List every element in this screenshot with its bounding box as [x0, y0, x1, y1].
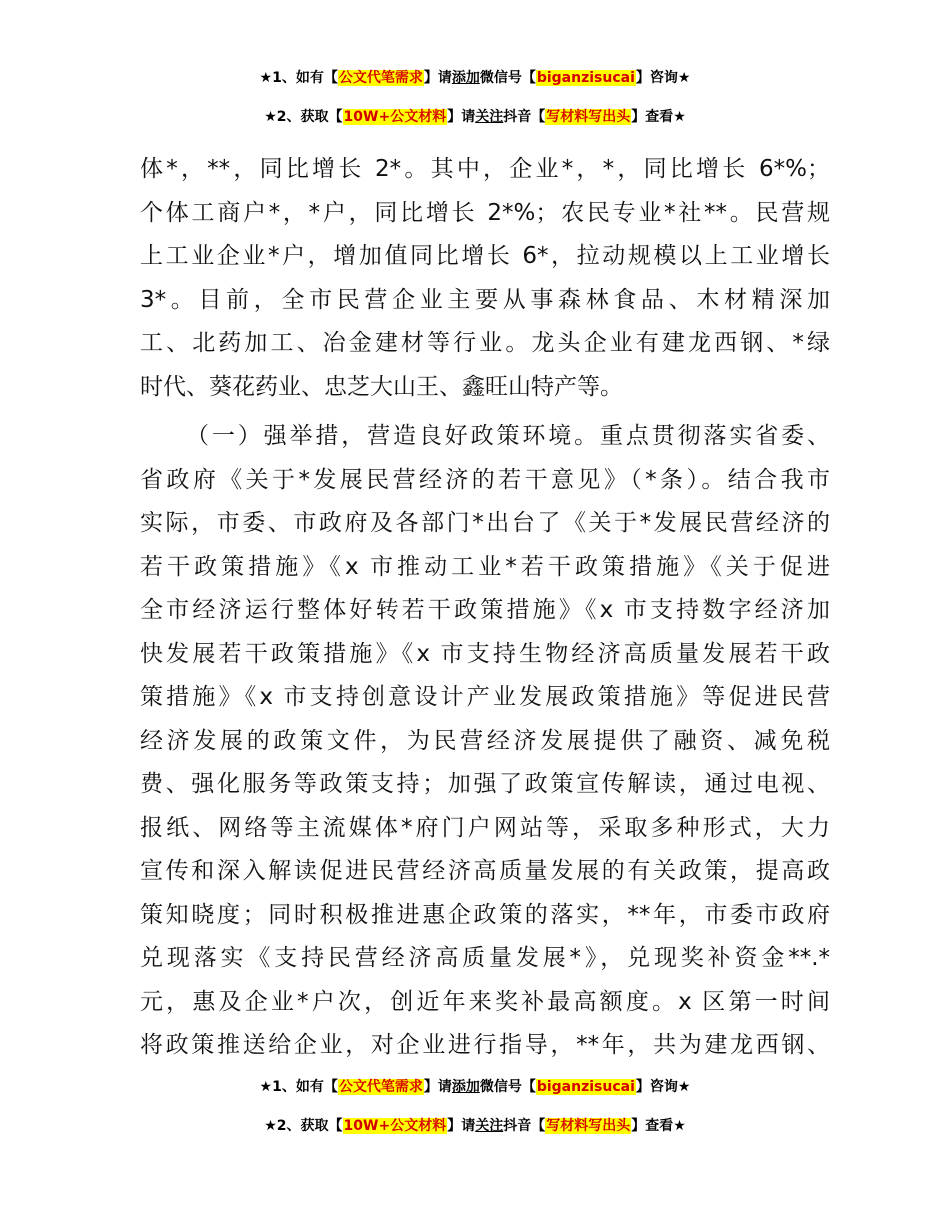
highlight-materials: 10W+公文材料 [343, 109, 447, 125]
star-icon: ★ [264, 1118, 277, 1134]
promo-banner-line-1 [0, 68, 950, 88]
text-line: 3*。目前，全市民营企业主要从事森林食品、木材精深加 [140, 286, 830, 313]
highlight-service: 公文代笔需求 [338, 1079, 423, 1095]
text-line: 全市经济运行整体好转若干政策措施》《x 市支持数字经济加 [140, 597, 830, 623]
highlight-douyin-account: 写材料写出头 [546, 109, 631, 125]
underlined-action: 添加 [451, 70, 480, 86]
banner-text: 】咨询 [635, 70, 678, 86]
text-line: （一）强举措，营造良好政策环境。重点贯彻落实省委、 [186, 423, 830, 449]
document-body [140, 148, 830, 1068]
text-line: 快发展若干政策措施》《x 市支持生物经济高质量发展若干政 [140, 640, 830, 667]
text-line: 实际，市委、市政府及各部门*出台了《关于*发展民营经济的 [140, 510, 830, 536]
text-line: 元，惠及企业*户次，创近年来奖补最高额度。x 区第一时间 [140, 988, 830, 1015]
banner-text: 】请 [423, 70, 452, 86]
highlight-service: 公文代笔需求 [338, 70, 423, 86]
highlight-materials: 10W+公文材料 [343, 1118, 447, 1134]
paragraph-overview [140, 148, 830, 409]
banner-text: 2、获取【 [276, 1118, 343, 1134]
star-icon: ★ [259, 70, 273, 86]
banner-text: 1、如有【 [272, 1079, 338, 1095]
text-line: 时代、葵花药业、忠芝大山王、鑫旺山特产等。 [140, 373, 623, 400]
text-line: 宣传和深入解读促进民营经济高质量发展的有关政策，提高政 [140, 858, 830, 884]
banner-text: 抖音【 [503, 109, 546, 125]
star-icon: ★ [259, 1079, 273, 1095]
banner-text: 】查看 [631, 109, 674, 125]
promo-banner-line-2-footer [0, 1116, 950, 1136]
star-icon: ★ [677, 1079, 691, 1095]
underlined-action: 添加 [451, 1079, 480, 1095]
text-line: 策知晓度；同时积极推进惠企政策的落实，**年，市委市政府 [140, 901, 830, 928]
text-line: 工、北药加工、冶金建材等行业。龙头企业有建龙西钢、*绿 [140, 330, 830, 356]
banner-text: 】请 [447, 109, 476, 125]
text-line: 体*，**，同比增长 2*。其中，企业*，*，同比增长 6*%； [140, 156, 830, 182]
star-icon: ★ [677, 70, 691, 86]
banner-text: 抖音【 [503, 1118, 546, 1134]
text-line: 兑现落实《支持民营经济高质量发展*》，兑现奖补资金**.* [140, 945, 830, 971]
star-icon: ★ [673, 109, 686, 125]
text-line: 省政府《关于*发展民营经济的若干意见》（*条）。结合我市 [140, 466, 830, 493]
star-icon: ★ [673, 1118, 686, 1134]
text-line: 个体工商户*，*户，同比增长 2*%；农民专业*社**。民营规 [140, 199, 830, 226]
star-icon: ★ [264, 109, 277, 125]
promo-banner-line-2 [0, 107, 950, 127]
paragraph-policy-environment [140, 415, 830, 1068]
promo-banner-line-1-footer [0, 1077, 950, 1097]
text-line: 若干政策措施》《x 市推动工业*若干政策措施》《关于促进 [140, 553, 830, 580]
text-line: 将政策推送给企业，对企业进行指导，**年，共为建龙西钢、 [140, 1032, 830, 1058]
highlight-wechat-id: biganzisucai [536, 70, 635, 86]
text-line: 费、强化服务等政策支持；加强了政策宣传解读，通过电视、 [140, 771, 830, 797]
banner-text: 】咨询 [635, 1079, 678, 1095]
banner-text: 2、获取【 [276, 109, 343, 125]
underlined-action: 关注 [475, 1118, 504, 1134]
banner-text: 1、如有【 [272, 70, 338, 86]
banner-text: 微信号【 [479, 1079, 536, 1095]
highlight-douyin-account: 写材料写出头 [546, 1118, 631, 1134]
banner-text: 】查看 [631, 1118, 674, 1134]
banner-text: 】请 [423, 1079, 452, 1095]
text-line: 经济发展的政策文件，为民营经济发展提供了融资、减免税 [140, 727, 830, 754]
banner-text: 】请 [447, 1118, 476, 1134]
highlight-wechat-id: biganzisucai [536, 1079, 635, 1095]
text-line: 上工业企业*户，增加值同比增长 6*，拉动规模以上工业增长 [140, 243, 830, 269]
underlined-action: 关注 [475, 109, 504, 125]
text-line: 报纸、网络等主流媒体*府门户网站等，采取多种形式，大力 [140, 814, 830, 841]
text-line: 策措施》《x 市支持创意设计产业发展政策措施》等促进民营 [140, 684, 830, 710]
banner-text: 微信号【 [479, 70, 536, 86]
